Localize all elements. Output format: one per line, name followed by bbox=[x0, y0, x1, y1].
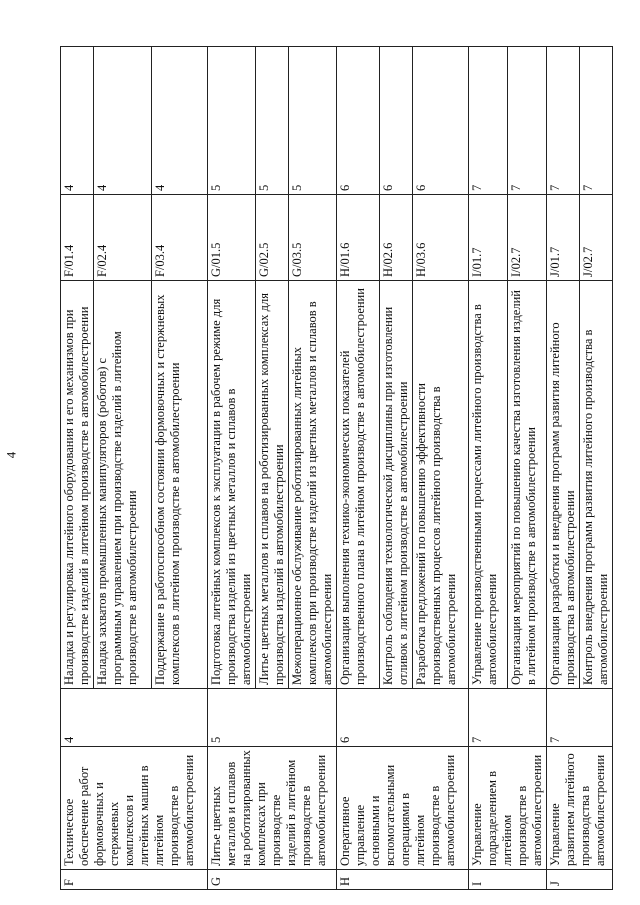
group-name: Техническое обеспечение работ формовочных и стержневых комплексов и литейных машин в литейном производстве в автомобилестроении bbox=[61, 747, 208, 870]
function-code: F/03.4 bbox=[152, 195, 208, 281]
function-code: H/01.6 bbox=[337, 195, 380, 281]
page-number: 4 bbox=[3, 451, 19, 459]
function-name: Литье цветных металлов и сплавов на роботизированных комплексах для производства изделий в автомобилестроении bbox=[256, 281, 289, 689]
group-name: Оперативное управление основными и вспомогательными операциями в литейном производстве в автомобилестроении bbox=[337, 747, 469, 870]
function-name: Организация выполнения технико-экономических показателей производственного плана в литейном производстве в автомобилестроении bbox=[337, 281, 380, 689]
function-level: 7 bbox=[547, 47, 580, 195]
function-code: J/02.7 bbox=[580, 195, 613, 281]
function-name: Контроль внедрения программ развития литейного производства в автомобилестроении bbox=[580, 281, 613, 689]
functions-table-body bbox=[61, 47, 613, 890]
group-code: H bbox=[337, 870, 469, 890]
function-level: 7 bbox=[469, 47, 508, 195]
group-level: 7 bbox=[547, 689, 613, 747]
function-code: G/02.5 bbox=[256, 195, 289, 281]
function-name: Наладка захватов промышленных манипуляторов (роботов) с программным управлением при производстве изделий в литейном производстве в автомобилестроении bbox=[94, 281, 152, 689]
function-name: Подготовка литейных комплексов к эксплуатации в рабочем режиме для производства изделий из цветных металлов и сплавов в автомобилестроении bbox=[208, 281, 256, 689]
function-code: G/01.5 bbox=[208, 195, 256, 281]
function-level: 7 bbox=[508, 47, 547, 195]
function-code: J/01.7 bbox=[547, 195, 580, 281]
function-level: 4 bbox=[152, 47, 208, 195]
group-level: 6 bbox=[337, 689, 469, 747]
function-code: F/02.4 bbox=[94, 195, 152, 281]
function-level: 7 bbox=[580, 47, 613, 195]
table-row bbox=[547, 47, 580, 890]
function-code: I/02.7 bbox=[508, 195, 547, 281]
functions-table bbox=[60, 46, 613, 890]
group-code: G bbox=[208, 870, 337, 890]
function-level: 5 bbox=[208, 47, 256, 195]
group-code: F bbox=[61, 870, 208, 890]
group-level: 5 bbox=[208, 689, 337, 747]
function-name: Поддержание в работоспособном состоянии формовочных и стержневых комплексов в литейном производстве в автомобилестроении bbox=[152, 281, 208, 689]
table-row bbox=[337, 47, 380, 890]
function-name: Разработка предложений по повышению эффективности производственных процессов литейного производства в автомобилестроении bbox=[413, 281, 469, 689]
group-name: Управление подразделением в литейном производстве в автомобилестроении bbox=[469, 747, 547, 870]
table-row bbox=[469, 47, 508, 890]
group-code: J bbox=[547, 870, 613, 890]
function-name: Межоперационное обслуживание роботизированных литейных комплексов при производстве изделий из цветных металлов и сплавов в автомобилестроении bbox=[289, 281, 337, 689]
function-code: H/02.6 bbox=[380, 195, 413, 281]
function-level: 6 bbox=[413, 47, 469, 195]
function-level: 6 bbox=[337, 47, 380, 195]
function-code: H/03.6 bbox=[413, 195, 469, 281]
function-level: 4 bbox=[61, 47, 94, 195]
function-code: G/03.5 bbox=[289, 195, 337, 281]
group-code: I bbox=[469, 870, 547, 890]
table-row bbox=[208, 47, 256, 890]
function-name: Организация мероприятий по повышению качества изготовления изделий в литейном производстве в автомобилестроении bbox=[508, 281, 547, 689]
group-name: Управление развитием литейного производства в автомобилестроении bbox=[547, 747, 613, 870]
function-level: 6 bbox=[380, 47, 413, 195]
function-level: 4 bbox=[94, 47, 152, 195]
function-code: I/01.7 bbox=[469, 195, 508, 281]
group-level: 7 bbox=[469, 689, 547, 747]
group-level: 4 bbox=[61, 689, 208, 747]
function-level: 5 bbox=[289, 47, 337, 195]
function-name: Управление производственными процессами литейного производства в автомобилестроении bbox=[469, 281, 508, 689]
group-name: Литье цветных металлов и сплавов на роботизированных комплексах при производстве изделий в литейном производстве в автомобилестроении bbox=[208, 747, 337, 870]
function-code: F/01.4 bbox=[61, 195, 94, 281]
function-name: Организация разработки и внедрения программ развития литейного производства в автомобилестроении bbox=[547, 281, 580, 689]
function-name: Контроль соблюдения технологической дисциплины при изготовлении отливок в литейном производстве в автомобилестроении bbox=[380, 281, 413, 689]
function-name: Наладка и регулировка литейного оборудования и его механизмов при производстве изделий в литейном производстве в автомобилестроении bbox=[61, 281, 94, 689]
function-level: 5 bbox=[256, 47, 289, 195]
table-row bbox=[61, 47, 94, 890]
